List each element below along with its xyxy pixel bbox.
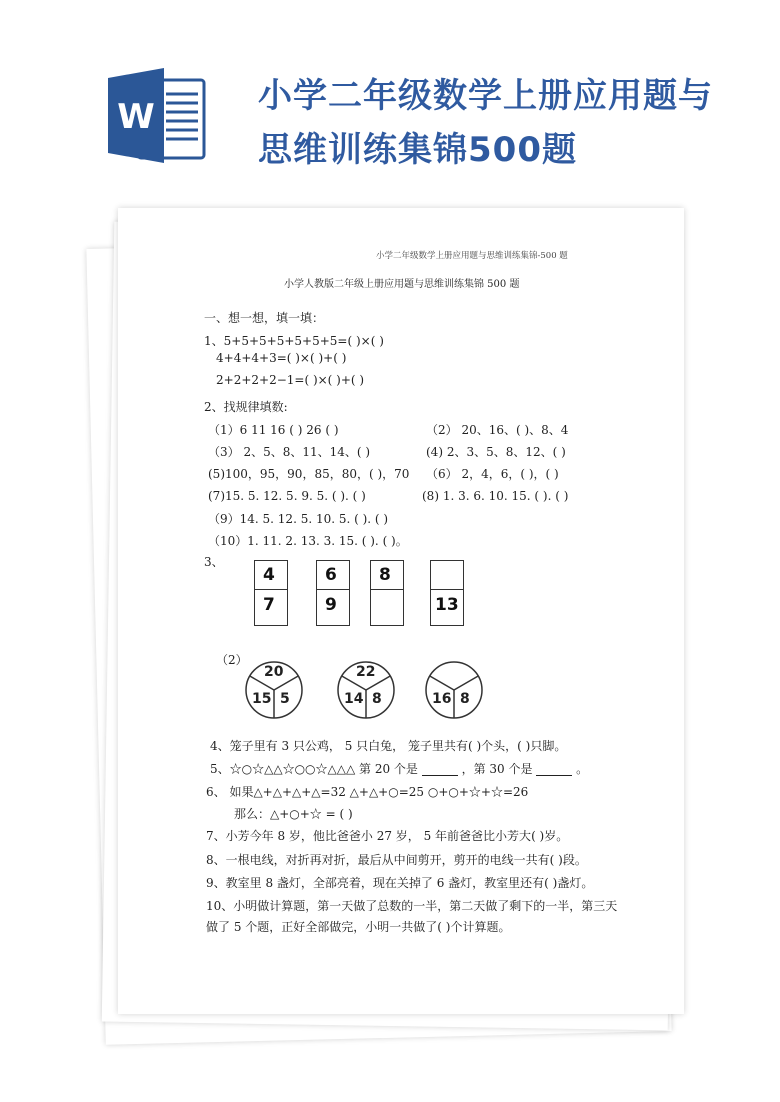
question-8: 8、一根电线，对折再对折，最后从中间剪开，剪开的电线一共有( )段。 <box>206 853 587 867</box>
document-title-line2: 思维训练集锦500题 <box>258 130 577 170</box>
section-heading: 一、想一想，填一填： <box>204 311 325 325</box>
document-page <box>118 208 684 1014</box>
question-1-line-2: 4+4+4+3=( )×( )+( ) <box>216 351 347 365</box>
question-1-line-1: 1、5+5+5+5+5+5+5=( )×( ) <box>204 334 384 348</box>
box-top-number: 6 <box>325 565 337 585</box>
question-5-text: 。 <box>576 762 589 776</box>
circle-left-number: 14 <box>344 691 364 707</box>
number-circle <box>424 660 484 720</box>
word-document-icon <box>108 68 208 163</box>
box-divider <box>431 589 463 590</box>
question-5-text: ，第 30 个是 <box>461 762 533 776</box>
circle-left-number: 15 <box>252 691 272 707</box>
question-5 <box>210 763 588 776</box>
box-divider <box>317 589 349 590</box>
document-title-line1: 小学二年级数学上册应用题与 <box>258 76 713 116</box>
question-6-line-2: 那么：△+○+☆ = ( ) <box>234 807 353 821</box>
box-bottom-number: 9 <box>325 595 337 615</box>
pattern-item: （9）14. 5. 12. 5. 10. 5. ( ). ( ) <box>208 512 389 526</box>
box-divider <box>371 589 403 590</box>
number-box <box>254 560 288 626</box>
pattern-item: （2） 20、16、( )、8、4 <box>426 423 569 437</box>
number-circle <box>336 660 396 720</box>
question-1-line-3: 2+2+2+2−1=( )×( )+( ) <box>216 373 365 387</box>
box-top-number: 4 <box>263 565 275 585</box>
question-10-line-2: 做了 5 个题，正好全部做完，小明一共做了( )个计算题。 <box>206 920 511 934</box>
circle-right-number: 5 <box>280 691 290 707</box>
number-circle <box>244 660 304 720</box>
circles-label: （2） <box>216 653 248 667</box>
pattern-item: (8) 1. 3. 6. 10. 15. ( ). ( ) <box>422 489 569 503</box>
number-box <box>316 560 350 626</box>
question-3-label: 3、 <box>204 555 224 569</box>
question-5-text: 5、☆○☆△△☆○○☆△△△ 第 20 个是 <box>210 762 418 776</box>
circle-divider-graphic <box>424 660 484 720</box>
answer-blank <box>422 763 458 776</box>
question-10-line-1: 10、小明做计算题，第一天做了总数的一半，第二天做了剩下的一半，第三天 <box>206 899 618 913</box>
pattern-item: （6） 2，4，6，( )，( ) <box>426 467 559 481</box>
number-box <box>370 560 404 626</box>
question-9: 9、教室里 8 盏灯，全部亮着，现在关掉了 6 盏灯，教室里还有( )盏灯。 <box>206 876 594 890</box>
circle-top-number: 20 <box>264 664 284 680</box>
question-6-line-1: 6、 如果△+△+△+△=32 △+△+○=25 ○+○+☆+☆=26 <box>206 785 529 799</box>
box-top-number: 8 <box>379 565 391 585</box>
circle-left-number: 16 <box>432 691 452 707</box>
number-box <box>430 560 464 626</box>
circle-right-number: 8 <box>460 691 470 707</box>
pattern-item: （3） 2、5、8、11、14、( ) <box>208 445 371 459</box>
pattern-item: （10）1. 11. 2. 13. 3. 15. ( ). ( )。 <box>208 534 408 548</box>
svg-text:W: W <box>117 97 155 137</box>
box-bottom-number: 7 <box>263 595 275 615</box>
page-subtitle: 小学人教版二年级上册应用题与思维训练集锦 500 题 <box>284 279 520 290</box>
circle-right-number: 8 <box>372 691 382 707</box>
box-bottom-number: 13 <box>435 595 459 615</box>
running-header: 小学二年级数学上册应用题与思维训练集锦-500 题 <box>376 251 568 261</box>
pattern-item: (4) 2、3、5、8、12、( ) <box>426 445 566 459</box>
box-divider <box>255 589 287 590</box>
circle-top-number: 22 <box>356 664 376 680</box>
pattern-item: (7)15. 5. 12. 5. 9. 5. ( ). ( ) <box>208 489 366 503</box>
question-4: 4、笼子里有 3 只公鸡， 5 只白兔， 笼子里共有( )个头，( )只脚。 <box>210 739 567 753</box>
pattern-item: (5)100，95，90，85，80，( )，70 <box>208 467 410 481</box>
answer-blank <box>536 763 572 776</box>
question-7: 7、小芳今年 8 岁，他比爸爸小 27 岁， 5 年前爸爸比小芳大( )岁。 <box>206 829 569 843</box>
pattern-item: （1）6 11 16 ( ) 26 ( ) <box>208 423 339 437</box>
question-2-heading: 2、找规律填数: <box>204 400 288 414</box>
